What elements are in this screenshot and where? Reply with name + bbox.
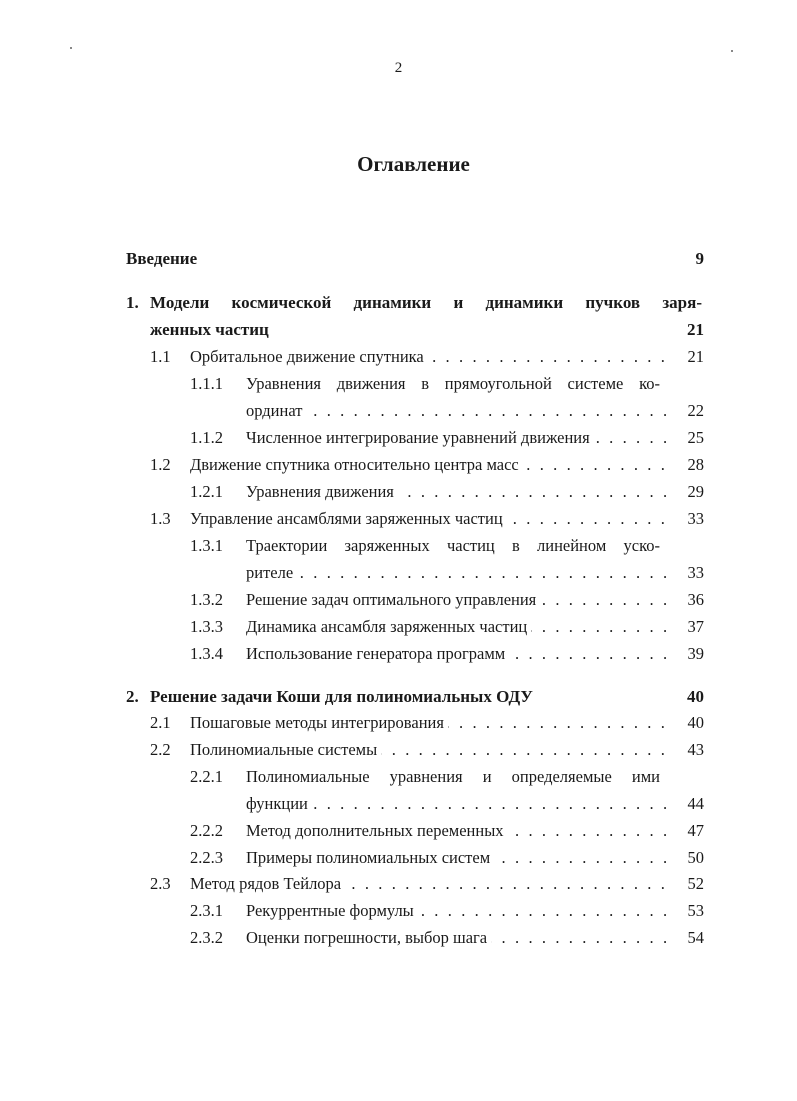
toc-entry-text: Рекуррентные формулы . . . bbox=[246, 898, 668, 924]
toc-subsection-1-3-1-line1[interactable] bbox=[190, 533, 704, 559]
toc-section-1-3[interactable] bbox=[150, 506, 704, 532]
toc-entry-text: женных частиц bbox=[150, 320, 269, 339]
toc-chapter-1-line1[interactable] bbox=[126, 290, 704, 316]
toc-entry-page: 43 bbox=[687, 740, 704, 759]
toc-entry-text: Численное интегрирование уравнений движения . . . bbox=[246, 425, 668, 451]
toc-entry-text: Пошаговые методы интегрирования . . . bbox=[190, 710, 668, 736]
toc-subsection-1-3-4[interactable] bbox=[190, 641, 704, 667]
toc-entry-text: Оценки погрешности, выбор шага . . . bbox=[246, 925, 668, 951]
toc-subsection-1-2-1[interactable] bbox=[190, 479, 704, 505]
toc-entry-text: Уравнения движения . . . bbox=[246, 479, 668, 505]
toc-entry-page: 53 bbox=[687, 901, 704, 920]
toc-entry-page: 25 bbox=[687, 428, 704, 447]
toc-entry-page: 40 bbox=[687, 687, 704, 706]
toc-entry-page: 21 bbox=[687, 320, 704, 339]
toc-entry-text: Динамика ансамбля заряженных частиц . . . bbox=[246, 614, 668, 640]
toc-entry-page: 29 bbox=[687, 482, 704, 501]
toc-entry-page: 21 bbox=[687, 347, 704, 366]
toc-entry-number: 1.3.1 bbox=[190, 536, 223, 555]
toc-section-2-1[interactable] bbox=[150, 710, 704, 736]
toc-subsection-1-1-2[interactable] bbox=[190, 425, 704, 451]
toc-entry-number: 1.3 bbox=[150, 509, 171, 528]
toc-entry-page: 36 bbox=[687, 590, 704, 609]
toc-entry-text: Движение спутника относительно центра масс . . . bbox=[190, 452, 668, 478]
toc-entry-number: 2.2.2 bbox=[190, 821, 223, 840]
toc-entry-page: 54 bbox=[687, 928, 704, 947]
toc-section-1-1[interactable] bbox=[150, 344, 704, 370]
toc-entry-page: 47 bbox=[687, 821, 704, 840]
toc-entry-text: Примеры полиномиальных систем . . . bbox=[246, 845, 668, 871]
toc-entry-text: Управление ансамблями заряженных частиц . . . bbox=[190, 506, 668, 532]
toc-entry-page: 33 bbox=[687, 563, 704, 582]
toc-entry-text: Траектории заряженных частиц в линейном уско- bbox=[246, 536, 660, 555]
toc-section-1-2[interactable] bbox=[150, 452, 704, 478]
toc-entry-text: Решение задач оптимального управления . . . bbox=[246, 587, 668, 613]
toc-entry-page: 37 bbox=[687, 617, 704, 636]
toc-entry-number: 1. bbox=[126, 293, 139, 312]
toc-entry-number: 1.1 bbox=[150, 347, 171, 366]
toc-entry-number: 1.1.1 bbox=[190, 374, 223, 393]
toc-entry-page: 22 bbox=[687, 401, 704, 420]
toc-entry-text: Модели космической динамики и динамики пучков заря- bbox=[150, 293, 702, 312]
toc-entry-text: Использование генератора программ . . . bbox=[246, 641, 668, 667]
toc-subsection-2-2-2[interactable] bbox=[190, 818, 704, 844]
toc-subsection-1-3-2[interactable] bbox=[190, 587, 704, 613]
toc-entry-number: 1.2.1 bbox=[190, 482, 223, 501]
toc-entry-intro[interactable] bbox=[126, 246, 704, 272]
toc-section-2-3[interactable] bbox=[150, 871, 704, 897]
toc-subsection-2-2-1-line1[interactable] bbox=[190, 764, 704, 790]
page-number: 2 bbox=[394, 60, 403, 76]
toc-entry-number: 2.1 bbox=[150, 713, 171, 732]
toc-entry-page: 50 bbox=[687, 848, 704, 867]
scan-mark-left bbox=[70, 47, 72, 49]
toc-entry-text: Решение задачи Коши для полиномиальных ОДУ bbox=[150, 687, 533, 706]
toc-entry-number: 1.3.2 bbox=[190, 590, 223, 609]
toc-entry-number: 2.2.3 bbox=[190, 848, 223, 867]
toc-entry-number: 2.3.1 bbox=[190, 901, 223, 920]
toc-entry-text: ординат . . . bbox=[246, 398, 668, 424]
toc-subsection-1-1-1-line2[interactable] bbox=[190, 398, 704, 424]
toc-entry-text: Уравнения движения в прямоугольной системе ко- bbox=[246, 374, 660, 393]
toc-entry-page: 52 bbox=[687, 874, 704, 893]
toc-chapter-2[interactable] bbox=[126, 684, 704, 710]
page-title: Оглавление bbox=[357, 152, 470, 176]
toc-subsection-1-3-3[interactable] bbox=[190, 614, 704, 640]
toc-entry-text: Введение bbox=[126, 249, 198, 268]
toc-entry-number: 2.2.1 bbox=[190, 767, 223, 786]
toc-entry-page: 28 bbox=[687, 455, 704, 474]
toc-entry-text: Полиномиальные уравнения и определяемые ими bbox=[246, 767, 660, 786]
toc-subsection-2-2-1-line2[interactable] bbox=[190, 791, 704, 817]
toc-entry-number: 1.3.3 bbox=[190, 617, 223, 636]
toc-subsection-1-1-1-line1[interactable] bbox=[190, 371, 704, 397]
toc-entry-number: 1.2 bbox=[150, 455, 171, 474]
toc-entry-text: Полиномиальные системы . . . bbox=[190, 737, 668, 763]
toc-entry-page: 9 bbox=[695, 249, 704, 268]
toc-entry-number: 2.3 bbox=[150, 874, 171, 893]
toc-section-2-2[interactable] bbox=[150, 737, 704, 763]
toc-entry-number: 1.3.4 bbox=[190, 644, 223, 663]
toc-entry-page: 33 bbox=[687, 509, 704, 528]
toc-entry-page: 44 bbox=[687, 794, 704, 813]
toc-subsection-2-2-3[interactable] bbox=[190, 845, 704, 871]
toc-entry-number: 2.3.2 bbox=[190, 928, 223, 947]
toc-subsection-1-3-1-line2[interactable] bbox=[190, 560, 704, 586]
toc-subsection-2-3-1[interactable] bbox=[190, 898, 704, 924]
toc-entry-text: функции . . . bbox=[246, 791, 668, 817]
toc-entry-text: рителе . . . bbox=[246, 560, 668, 586]
scan-mark-right bbox=[731, 50, 733, 52]
toc-entry-number: 2. bbox=[126, 687, 139, 706]
toc-entry-page: 40 bbox=[687, 713, 704, 732]
toc-entry-text: Метод дополнительных переменных . . . bbox=[246, 818, 668, 844]
toc-entry-page: 39 bbox=[687, 644, 704, 663]
toc-entry-text: Метод рядов Тейлора . . . bbox=[190, 871, 668, 897]
toc-entry-number: 1.1.2 bbox=[190, 428, 223, 447]
toc-entry-number: 2.2 bbox=[150, 740, 171, 759]
toc-entry-text: Орбитальное движение спутника . . . bbox=[190, 344, 668, 370]
toc-subsection-2-3-2[interactable] bbox=[190, 925, 704, 951]
toc-chapter-1-line2[interactable] bbox=[126, 317, 704, 343]
